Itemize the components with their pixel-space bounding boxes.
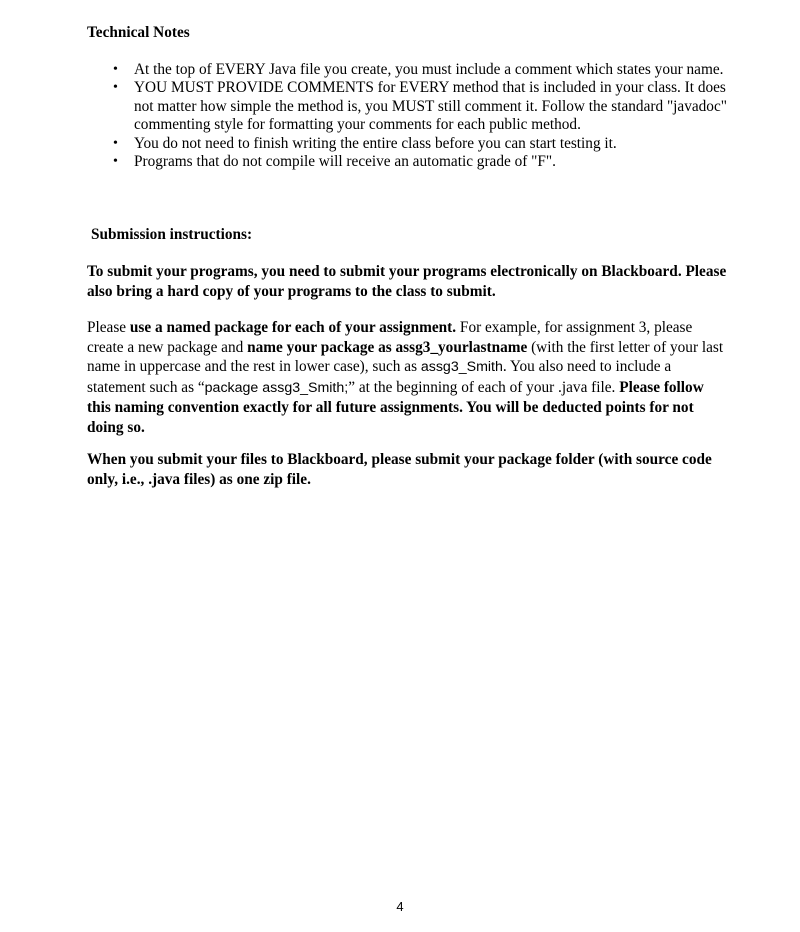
paragraph-text: To submit your programs, you need to submit your programs electronically on Blackboard. Please also bring a hard copy of your programs to the class to submit.: [87, 263, 727, 300]
list-item: [113, 134, 734, 153]
list-item: [113, 153, 734, 171]
code-text: assg3_Smith: [420, 359, 503, 376]
list-item-text: You do not need to finish writing the entire class before you can start testing it.: [134, 134, 617, 152]
paragraph-text: Please: [87, 319, 130, 336]
paragraph-text: . You also need to include a statement such as “: [87, 358, 672, 396]
bold-text: use a named package for each of your assignment.: [129, 319, 457, 336]
bold-text: Please follow this naming convention exactly for all future assignments. You will be deducted points for not doing so.: [87, 378, 704, 436]
submission-instructions-heading: Submission instructions:: [91, 226, 253, 243]
paragraph-text: When you submit your files to Blackboard, please submit your package folder (with source code only, i.e., .java files) as one zip file.: [87, 451, 712, 488]
bullet-icon: •: [113, 154, 118, 170]
paragraph-text: ” at the beginning of each of your .java file.: [348, 378, 620, 396]
bullet-icon: •: [113, 135, 118, 151]
paragraph-text: For example, for assignment 3, please create a new package and: [87, 319, 693, 356]
bullet-icon: •: [113, 62, 118, 77]
list-item-text: At the top of EVERY Java file you create, you must include a comment which states your name.: [134, 61, 724, 78]
bold-text: name your package as assg3_yourlastname: [247, 338, 528, 356]
page-number: 4: [396, 899, 404, 914]
list-item: [113, 79, 734, 134]
technical-notes-heading: Technical Notes: [87, 24, 190, 41]
list-item-text: Programs that do not compile will receive an automatic grade of "F".: [134, 153, 556, 171]
list-item-text: YOU MUST PROVIDE COMMENTS for EVERY method that is included in your class. It does not matter how simple the method is, you MUST still comment it. Follow the standard "javadoc" commenting style for formatting your comments for each public method.: [134, 79, 727, 134]
submission-paragraph-blackboard: [87, 262, 727, 301]
submission-paragraph-package: [87, 318, 727, 438]
paragraph-text: (with the first letter of your last name in uppercase and the rest in lower case), such as: [87, 338, 724, 376]
list-item: [113, 61, 734, 79]
submission-paragraph-zip: [87, 450, 727, 489]
technical-notes-list: [113, 61, 734, 171]
bullet-icon: •: [113, 80, 118, 96]
code-text: package assg3_Smith;: [204, 379, 349, 396]
